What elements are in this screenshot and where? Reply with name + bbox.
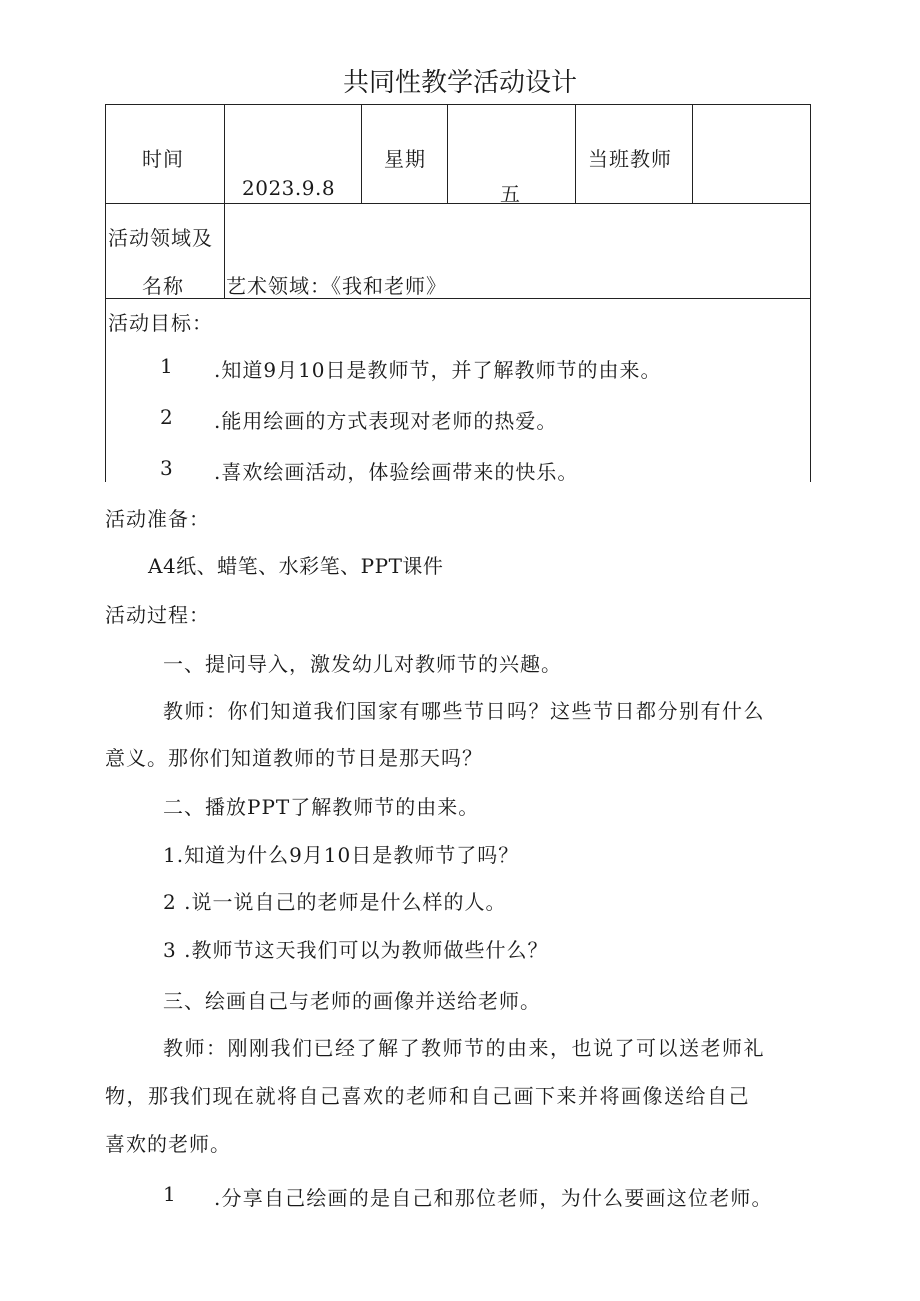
domain-label-line2: 名称 (142, 274, 184, 298)
step2-item: 1.知道为什么9月10日是教师节了吗？ (163, 843, 520, 867)
step2-item: 2 .说一说自己的老师是什么样的人。 (163, 890, 507, 914)
date-value: 2023.9.8 (242, 176, 336, 200)
domain-value: 艺术领域：《我和老师》 (226, 274, 447, 298)
step1-title: 一、提问导入，激发幼儿对教师节的兴趣。 (163, 652, 562, 676)
step2-item: 3 .教师节这天我们可以为教师做些什么？ (163, 938, 549, 962)
goal-number: 2 (160, 405, 174, 429)
domain-label-line1: 活动领域及 (108, 226, 213, 250)
preparation-content: A4纸、蜡笔、水彩笔、PPT课件 (148, 554, 444, 578)
step3-title: 三、绘画自己与老师的画像并送给老师。 (163, 989, 541, 1013)
step3-teacher-line1: 教师：刚刚我们已经了解了教师节的由来，也说了可以送老师礼 (163, 1036, 765, 1060)
table-border-right (810, 104, 811, 482)
table-col-divider-4 (575, 104, 576, 203)
goals-heading: 活动目标： (108, 311, 213, 335)
preparation-heading: 活动准备： (105, 507, 210, 531)
teacher-label: 当班教师 (588, 147, 672, 171)
table-col-divider-1 (224, 104, 225, 298)
table-row-divider-1 (105, 203, 811, 204)
step3-teacher-line3: 喜欢的老师。 (105, 1132, 231, 1156)
table-border-top (105, 104, 811, 105)
time-label: 时间 (142, 147, 184, 171)
weekday-value: 五 (500, 182, 521, 206)
goal-number: 3 (160, 456, 174, 480)
table-col-divider-5 (692, 104, 693, 203)
table-border-left (105, 104, 106, 482)
step3-teacher-line2: 物，那我们现在就将自己喜欢的老师和自己画下来并将画像送给自己 (105, 1084, 750, 1108)
step1-teacher-line1: 教师：你们知道我们国家有哪些节日吗？这些节日都分别有什么 (163, 699, 765, 723)
final-item-number: 1 (163, 1182, 177, 1206)
goal-number: 1 (160, 354, 174, 378)
final-item-text: .分享自己绘画的是自己和那位老师，为什么要画这位老师。 (214, 1186, 773, 1210)
step2-title: 二、播放PPT了解教师节的由来。 (163, 795, 480, 819)
weekday-label: 星期 (384, 147, 426, 171)
goal-text: .能用绘画的方式表现对老师的热爱。 (214, 409, 558, 433)
process-heading: 活动过程： (105, 603, 210, 627)
table-col-divider-2 (361, 104, 362, 203)
page-title: 共同性教学活动设计 (342, 68, 577, 98)
step1-teacher-line2: 意义。那你们知道教师的节日是那天吗？ (105, 746, 483, 770)
table-row-divider-2 (105, 298, 811, 299)
goal-text: .知道9月10日是教师节，并了解教师节的由来。 (214, 358, 662, 382)
table-col-divider-3 (447, 104, 448, 203)
goal-text: .喜欢绘画活动，体验绘画带来的快乐。 (214, 460, 579, 484)
